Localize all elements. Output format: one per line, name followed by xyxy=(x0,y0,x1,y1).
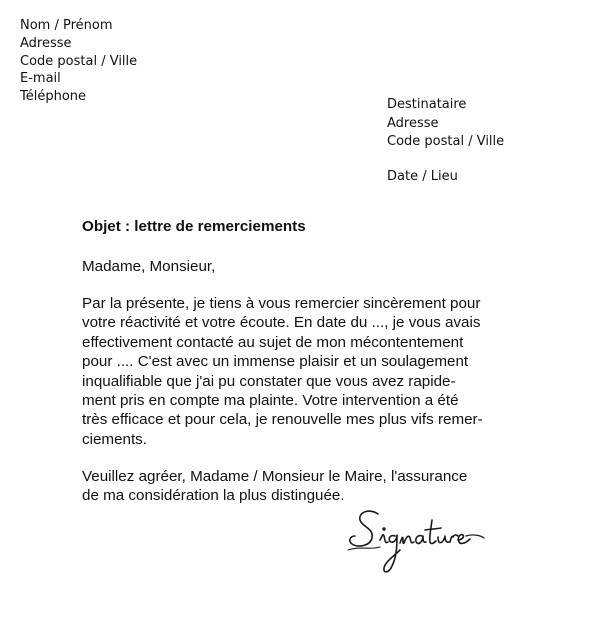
sender-block xyxy=(20,17,137,106)
body-line: pour .... C'est avec un immense plaisir et un soulagement xyxy=(82,353,469,371)
letter-subject: Objet : lettre de remerciements xyxy=(82,218,306,235)
recipient-postal-city: Code postal / Ville xyxy=(387,134,505,149)
sender-email: E-mail xyxy=(20,71,61,87)
recipient-address: Adresse xyxy=(387,115,439,131)
body-line: votre réactivité et votre écoute. En date du ..., je vous avais xyxy=(82,314,481,332)
body-line: ciements. xyxy=(82,430,147,448)
closing-line: Veuillez agréer, Madame / Monsieur le Maire, l'assurance xyxy=(82,468,468,485)
body-line: très efficace et pour cela, je renouvelle mes plus vifs remer- xyxy=(82,411,483,429)
recipient-name: Destinataire xyxy=(387,97,467,112)
body-line: inqualifiable que j'ai pu constater que vous avez rapide- xyxy=(82,372,456,390)
recipient-block xyxy=(387,96,504,152)
sender-name: Nom / Prénom xyxy=(20,18,113,33)
closing-line: de ma considération la plus distinguée. xyxy=(82,487,345,505)
sender-address: Adresse xyxy=(20,35,72,51)
letter-salutation: Madame, Monsieur, xyxy=(82,258,216,275)
date-place: Date / Lieu xyxy=(387,169,458,184)
handwritten-signature xyxy=(340,500,490,584)
letter-body xyxy=(82,294,483,449)
sender-postal-city: Code postal / Ville xyxy=(20,53,138,69)
sender-phone: Téléphone xyxy=(20,89,87,105)
body-line: effectivement contacté au sujet de mon mécontentement xyxy=(82,333,464,351)
body-line: ment pris en compte ma plainte. Votre intervention a été xyxy=(82,392,459,410)
body-line: Par la présente, je tiens à vous remercier sincèrement pour xyxy=(82,295,481,312)
